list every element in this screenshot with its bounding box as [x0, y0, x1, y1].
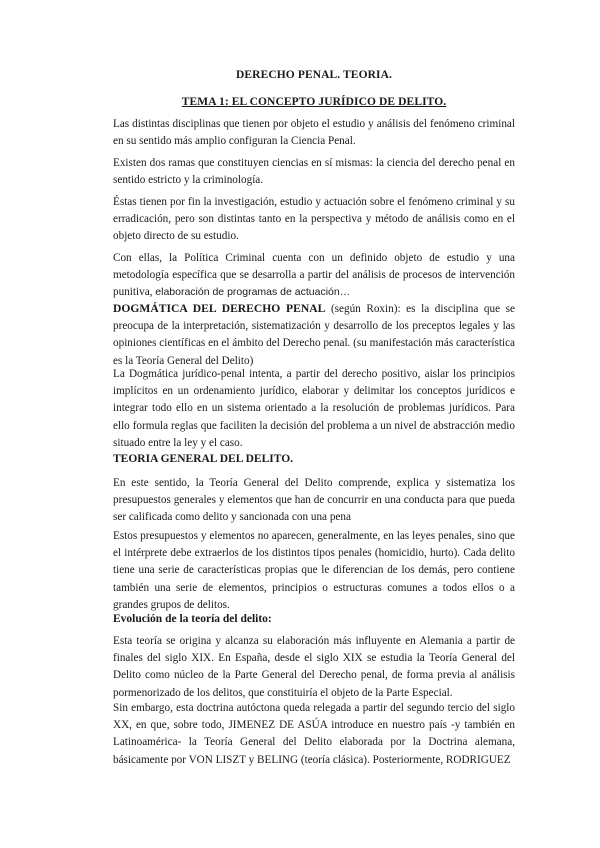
paragraph-dos-ramas: Existen dos ramas que constituyen ciencias en sí mismas: la ciencia del derecho penal en sentido estricto y la criminología.: [113, 157, 515, 187]
paragraph-fin-investigacion: Éstas tienen por fin la investigación, estudio y actuación sobre el fenómeno criminal y su erradicación, pero son distintas tanto en la perspectiva y método de análisis como en el objeto directo de su estudio.: [113, 196, 515, 243]
paragraph-teoria-general: En este sentido, la Teoría General del Delito comprende, explica y sistematiza los presupuestos generales y elementos que han de concurrir en una conducta para que pueda ser calificada como delito y sancionada con una pena: [113, 477, 515, 524]
document-title: DERECHO PENAL. TEORIA.: [236, 69, 392, 81]
politica-criminal-text: Con ellas, la Política Criminal cuenta con un definido objeto de estudio y una metodología específica que se desarrolla a partir del análisis de procesos de intervención punitiva,: [113, 252, 515, 299]
paragraph-doctrina-autoctona: Sin embargo, esta doctrina autóctona queda relegada a partir del segundo tercio del siglo XX, en que, sobre todo, JIMENEZ DE ASÚA introduce en nuestro país -y también en Latinoamérica- la Teoría General del Delito elaborada por la Doctrina alemana, básicamente por VON LISZT y BELING (teoría clásica). Posteriormente, RODRIGUEZ: [113, 702, 515, 766]
paragraph-origen: Esta teoría se origina y alcanza su elaboración más influyente en Alemania a partir de finales del siglo XIX. En España, desde el siglo XIX se estudia la Teoría General del Delito como núcleo de la Parte General del Derecho penal, de forma previa al análisis pormenorizado de los delitos, que constituiría el objeto de la Parte Especial.: [113, 635, 515, 699]
dogmatica-term: DOGMÁTICA DEL DERECHO PENAL: [113, 302, 326, 315]
paragraph-politica-criminal: [113, 250, 515, 302]
paragraph-presupuestos: Estos presupuestos y elementos no aparecen, generalmente, en las leyes penales, sino que el intérprete debe extraerlos de los distintos tipos penales (homicidio, hurto). Cada delito tiene una serie de características propias que le diferencian de los demás, pero contiene también una serie de elementos, principios o estructuras comunes a todos ellos o a grandes grupos de delitos.: [113, 530, 515, 611]
topic-heading: TEMA 1: EL CONCEPTO JURÍDICO DE DELITO.: [181, 96, 447, 108]
paragraph-dogmatica-juridico-penal: La Dogmática jurídico-penal intenta, a partir del derecho positivo, aislar los principios implícitos en un ordenamiento jurídico, elaborar y delimitar los conceptos jurídicos e integrar todo ello en un sistema orientado a la resolución de problemas jurídicos. Para ello formula reglas que faciliten la decisión del problema a un nivel de abstracción medio situado entre la ley y el caso.: [113, 368, 515, 449]
dogmatica-definition: (según Roxin): es la disciplina que se preocupa de la interpretación, sistematización y desarrollo de los preceptos legales y las opiniones científicas en el ámbito del Derecho penal. (su manifestación más característica es la Teoría General del Delito): [113, 303, 515, 367]
politica-criminal-tail: elaboración de programas de actuación…: [155, 286, 351, 299]
section-heading-evolucion: Evolución de la teoría del delito:: [113, 613, 272, 625]
paragraph-dogmatica: [113, 300, 515, 370]
section-heading-teoria-general: TEORIA GENERAL DEL DELITO.: [113, 453, 294, 465]
paragraph-ciencia-penal: Las distintas disciplinas que tienen por objeto el estudio y análisis del fenómeno criminal en su sentido más amplio configuran la Ciencia Penal.: [113, 118, 515, 148]
